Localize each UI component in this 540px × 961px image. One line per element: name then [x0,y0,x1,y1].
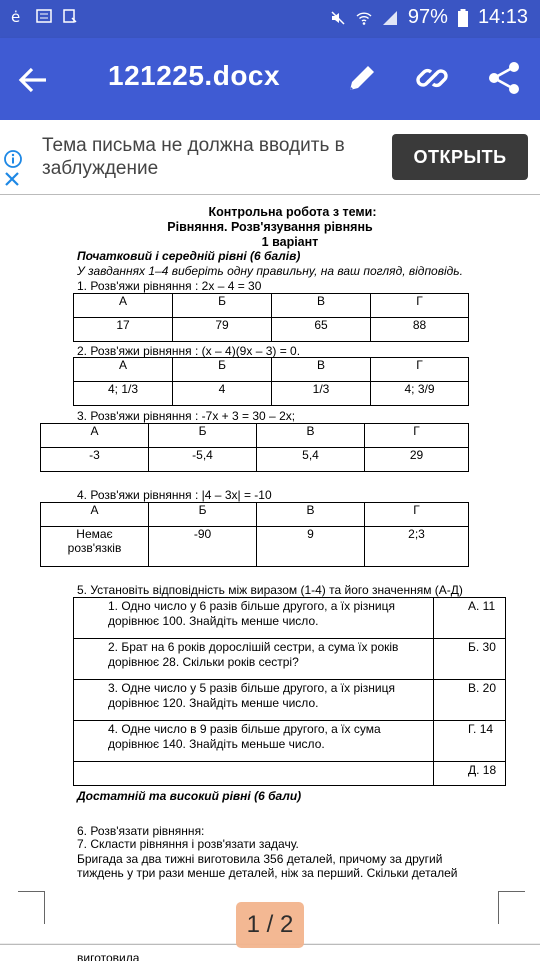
matching-table [73,597,506,786]
answer-table-3 [40,423,469,472]
answer-cell: Немає розв'язків [41,527,149,567]
link-icon[interactable] [414,60,450,96]
answer-cell: 17 [74,318,173,342]
doc-title [0,205,540,250]
instruction-text: У завданнях 1–4 виберіть одну правильну, на ваш погляд, відповідь. [77,264,463,278]
question-5: 5. Установіть відповідність між виразом (1-4) та його значенням (А-Д) [77,583,463,597]
header-cell: В [272,294,371,318]
next-page-text: виготовила [77,951,140,961]
answer-cell: 29 [365,448,469,472]
task-text-line-2: тиждень у три рази менше деталей, ніж за перший. Скільки деталей [77,866,458,880]
match-question [74,762,434,786]
transfer-icon [36,8,52,24]
close-ad-icon[interactable] [3,170,21,188]
answer-cell: 1/3 [272,382,371,406]
header-cell: А [41,503,149,527]
back-arrow-icon[interactable] [16,64,52,96]
answer-cell: 65 [272,318,371,342]
answer-cell: 2;3 [365,527,469,567]
answer-cell: 9 [257,527,365,567]
level-heading-2: Достатній та високий рівні (6 бали) [77,789,302,803]
edit-pencil-icon[interactable] [344,60,380,96]
header-cell: А [41,424,149,448]
info-icon[interactable] [4,150,22,168]
answer-cell: 5,4 [257,448,365,472]
match-answer: А. 11 [434,598,506,639]
status-bar [0,0,540,38]
match-question: 2. Брат на 6 років дорослішій сестри, а сума їх років дорівнює 28. Скільки років сестрі? [74,639,434,680]
question-3: 3. Розв'яжи рівняння : -7x + 3 = 30 – 2x; [77,409,296,423]
download-icon [62,8,78,24]
battery-icon [458,9,468,27]
question-4: 4. Розв'яжи рівняння : |4 – 3x| = -10 [77,488,272,502]
page-corner-mark [498,891,525,924]
answer-table-4 [40,502,469,567]
share-icon[interactable] [486,60,522,96]
title-line-1: Контрольна робота з теми: [208,205,377,219]
match-answer: Г. 14 [434,721,506,762]
answer-cell: 4 [173,382,272,406]
match-question: 1. Одно число у 6 разів більше другого, а їх різниця дорівнює 100. Знайдіть менше число. [74,598,434,639]
header-cell: А [74,294,173,318]
header-cell: Г [371,358,469,382]
answer-table-1 [73,293,469,342]
header-cell: Г [365,424,469,448]
document-page[interactable] [0,194,540,943]
edge-browser-icon [10,8,26,24]
header-cell: В [257,503,365,527]
question-2: 2. Розв'яжи рівняння : (x – 4)(9x – 3) = 0. [77,344,301,358]
svg-text:ė: ė [11,8,21,24]
match-question: 3. Одне число у 5 разів більше другого, а їх різниця дорівнює 120. Знайдіть менше число. [74,680,434,721]
level-heading-1: Початковий і середній рівні (6 балів) [77,249,301,263]
ad-banner[interactable] [0,120,540,194]
signal-icon [382,10,398,26]
app-bar [0,38,540,120]
page-corner-mark [18,891,45,924]
header-cell: В [257,424,365,448]
question-7: 7. Скласти рівняння і розв'язати задачу. [77,837,299,851]
question-6: 6. Розв'язати рівняння: [77,824,205,838]
ad-text[interactable]: Тема письма не должна вводить в заблуждение [42,135,345,179]
match-answer: В. 20 [434,680,506,721]
document-title: 121225.docx [108,60,281,91]
wifi-icon [356,10,372,26]
battery-percent: 97% [407,6,448,28]
header-cell: Г [371,294,469,318]
answer-cell: 4; 1/3 [74,382,173,406]
header-cell: Г [365,503,469,527]
clock: 14:13 [477,6,528,28]
match-answer: Б. 30 [434,639,506,680]
title-line-3: 1 варіант [261,235,319,249]
answer-cell: -5,4 [149,448,257,472]
answer-cell: 4; 3/9 [371,382,469,406]
answer-cell: 88 [371,318,469,342]
task-text-line-1: Бригада за два тижні виготовила 356 деталей, причому за другий [77,852,443,866]
answer-cell: 79 [173,318,272,342]
answer-cell: -3 [41,448,149,472]
title-line-2: Рівняння. Розв'язування рівнянь [167,220,373,234]
question-1: 1. Розв'яжи рівняння : 2x – 4 = 30 [77,279,262,293]
mute-icon [330,10,346,26]
header-cell: Б [173,294,272,318]
match-answer: Д. 18 [434,762,506,786]
header-cell: В [272,358,371,382]
answer-table-2 [73,357,469,406]
header-cell: Б [173,358,272,382]
header-cell: Б [149,424,257,448]
page-indicator: 1 / 2 [236,902,304,948]
answer-cell: -90 [149,527,257,567]
header-cell: А [74,358,173,382]
header-cell: Б [149,503,257,527]
match-question: 4. Одне число в 9 разів більше другого, а їх сума дорівнює 140. Знайдіть меньше число. [74,721,434,762]
ad-open-button[interactable]: ОТКРЫТЬ [392,134,528,180]
